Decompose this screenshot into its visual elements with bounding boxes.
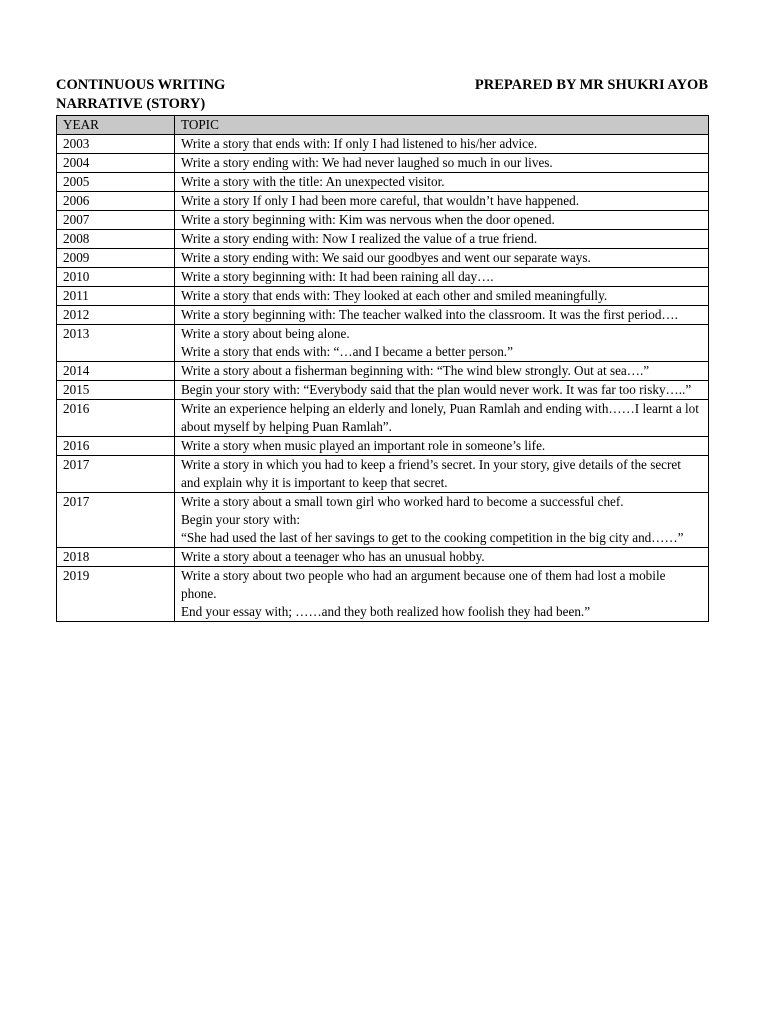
year-cell: 2015 bbox=[57, 381, 175, 400]
topic-text: Write a story with the title: An unexpected visitor. bbox=[181, 174, 445, 189]
year-cell: 2009 bbox=[57, 249, 175, 268]
topic-cell bbox=[175, 456, 709, 493]
author-credit: PREPARED BY MR SHUKRI AYOB bbox=[474, 77, 708, 93]
topic-text: Write a story ending with: We said our goodbyes and went our separate ways. bbox=[181, 250, 591, 265]
table-row bbox=[57, 230, 709, 249]
year-cell: 2006 bbox=[57, 192, 175, 211]
topic-text: Write a story about a teenager who has an unusual hobby. bbox=[181, 549, 485, 564]
topic-text: Write a story ending with: Now I realized the value of a true friend. bbox=[181, 231, 538, 246]
topic-cell bbox=[175, 287, 709, 306]
topic-cell bbox=[175, 400, 709, 437]
topic-cell bbox=[175, 325, 709, 362]
table-row bbox=[57, 268, 709, 287]
year-cell: 2013 bbox=[57, 325, 175, 362]
table-row bbox=[57, 173, 709, 192]
topic-text: Begin your story with: “Everybody said that the plan would never work. It was far too risky…..” bbox=[181, 382, 692, 397]
topic-text: Begin your story with: bbox=[181, 512, 301, 527]
topic-cell bbox=[175, 567, 709, 622]
year-cell: 2017 bbox=[57, 456, 175, 493]
year-cell: 2018 bbox=[57, 548, 175, 567]
topic-cell bbox=[175, 211, 709, 230]
table-row bbox=[57, 548, 709, 567]
year-cell: 2010 bbox=[57, 268, 175, 287]
topic-text: Write an experience helping an elderly and lonely, Puan Ramlah and ending with……I learnt a lot about myself by helping Puan Ramlah”. bbox=[181, 401, 699, 434]
topic-text: “She had used the last of her savings to get to the cooking competition in the big city and……” bbox=[181, 530, 684, 545]
table-row bbox=[57, 493, 709, 548]
topics-table bbox=[56, 115, 709, 622]
topic-cell bbox=[175, 268, 709, 287]
table-row bbox=[57, 306, 709, 325]
year-cell: 2016 bbox=[57, 437, 175, 456]
table-row bbox=[57, 437, 709, 456]
table-row bbox=[57, 135, 709, 154]
document-page bbox=[56, 76, 708, 622]
topic-cell bbox=[175, 493, 709, 548]
table-row bbox=[57, 567, 709, 622]
year-cell: 2004 bbox=[57, 154, 175, 173]
year-cell: 2008 bbox=[57, 230, 175, 249]
table-row bbox=[57, 400, 709, 437]
topic-cell bbox=[175, 154, 709, 173]
topic-text: Write a story when music played an important role in someone’s life. bbox=[181, 438, 546, 453]
topic-cell bbox=[175, 249, 709, 268]
document-subtitle: NARRATIVE (STORY) bbox=[56, 96, 206, 112]
topic-cell bbox=[175, 437, 709, 456]
table-body bbox=[57, 135, 709, 622]
table-row bbox=[57, 362, 709, 381]
year-cell: 2017 bbox=[57, 493, 175, 548]
year-cell: 2005 bbox=[57, 173, 175, 192]
year-cell: 2012 bbox=[57, 306, 175, 325]
table-row bbox=[57, 192, 709, 211]
year-cell: 2003 bbox=[57, 135, 175, 154]
topic-cell bbox=[175, 362, 709, 381]
document-title: CONTINUOUS WRITING bbox=[56, 77, 226, 93]
topic-cell bbox=[175, 381, 709, 400]
topic-text: Write a story that ends with: They looked at each other and smiled meaningfully. bbox=[181, 288, 608, 303]
topic-cell bbox=[175, 548, 709, 567]
table-row bbox=[57, 456, 709, 493]
topic-text: Write a story that ends with: “…and I became a better person.” bbox=[181, 344, 513, 359]
topic-cell bbox=[175, 192, 709, 211]
document-header bbox=[56, 76, 708, 95]
topic-text: Write a story If only I had been more careful, that wouldn’t have happened. bbox=[181, 193, 580, 208]
table-row bbox=[57, 381, 709, 400]
topic-text: Write a story about being alone. bbox=[181, 326, 350, 341]
table-row bbox=[57, 154, 709, 173]
topic-cell bbox=[175, 306, 709, 325]
table-row bbox=[57, 287, 709, 306]
topic-cell bbox=[175, 135, 709, 154]
topic-text: End your essay with; ……and they both realized how foolish they had been.” bbox=[181, 604, 591, 619]
topic-text: Write a story about a small town girl who worked hard to become a successful chef. bbox=[181, 494, 624, 509]
table-row bbox=[57, 325, 709, 362]
table-row bbox=[57, 211, 709, 230]
topic-text: Write a story beginning with: The teacher walked into the classroom. It was the first period…. bbox=[181, 307, 678, 322]
topic-text: Write a story about a fisherman beginning with: “The wind blew strongly. Out at sea….” bbox=[181, 363, 650, 378]
column-header-year: YEAR bbox=[57, 116, 175, 135]
table-header-row bbox=[57, 116, 709, 135]
column-header-topic: TOPIC bbox=[175, 116, 709, 135]
year-cell: 2014 bbox=[57, 362, 175, 381]
topic-text: Write a story about two people who had an argument because one of them had lost a mobile phone. bbox=[181, 568, 666, 601]
year-cell: 2016 bbox=[57, 400, 175, 437]
topic-text: Write a story ending with: We had never laughed so much in our lives. bbox=[181, 155, 553, 170]
topic-text: Write a story beginning with: Kim was nervous when the door opened. bbox=[181, 212, 555, 227]
table-row bbox=[57, 249, 709, 268]
topic-cell bbox=[175, 173, 709, 192]
topic-cell bbox=[175, 230, 709, 249]
topic-text: Write a story that ends with: If only I had listened to his/her advice. bbox=[181, 136, 538, 151]
year-cell: 2007 bbox=[57, 211, 175, 230]
topic-text: Write a story beginning with: It had been raining all day…. bbox=[181, 269, 494, 284]
year-cell: 2011 bbox=[57, 287, 175, 306]
topic-text: Write a story in which you had to keep a friend’s secret. In your story, give details of the secret and explain why it is important to keep that secret. bbox=[181, 457, 681, 490]
year-cell: 2019 bbox=[57, 567, 175, 622]
